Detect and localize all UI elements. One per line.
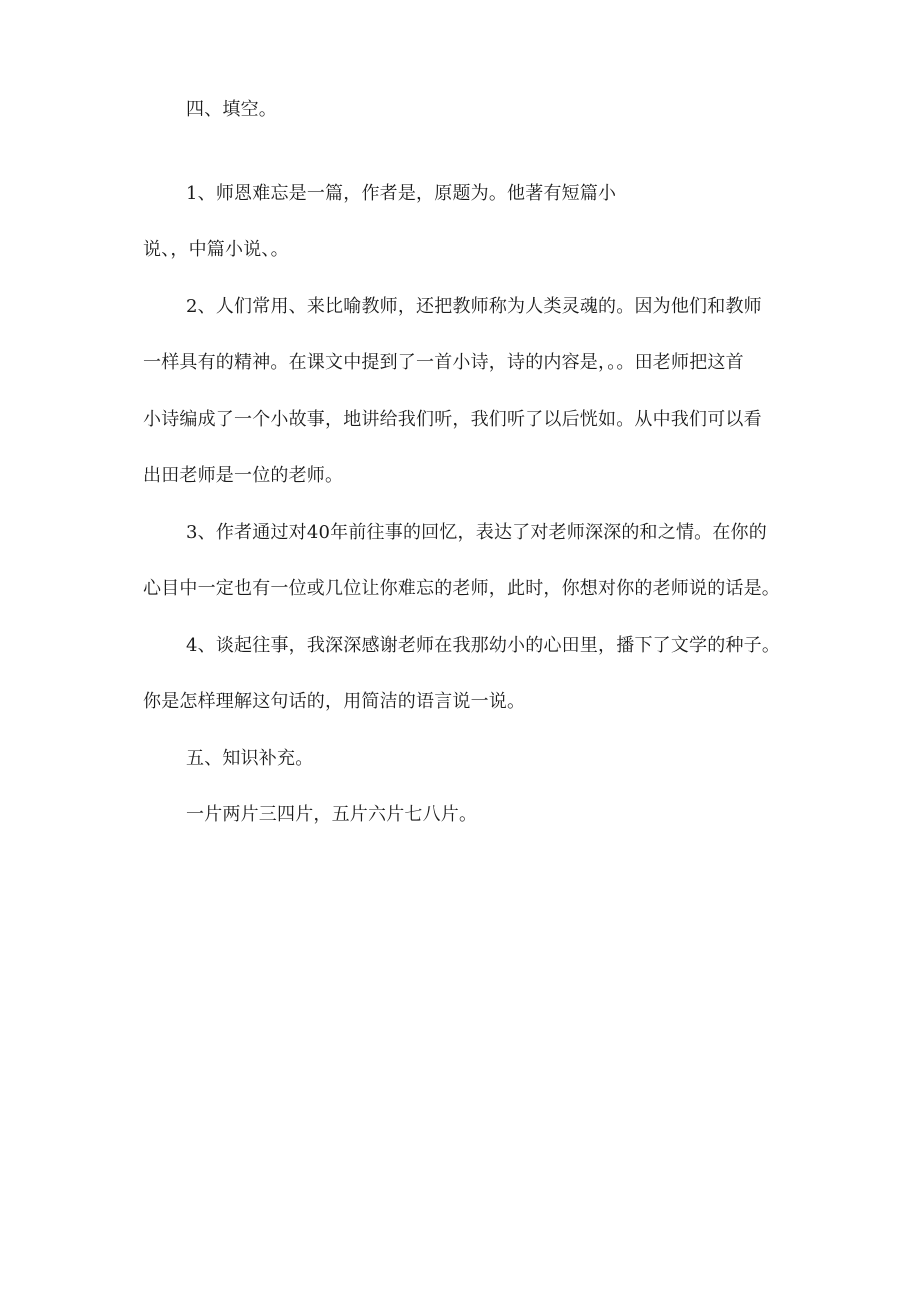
question-2-line-1: 2、人们常用、来比喻教师，还把教师称为人类灵魂的。因为他们和教师 (186, 296, 762, 317)
question-4-line-2: 你是怎样理解这句话的，用简洁的语言说一说。 (143, 691, 526, 712)
question-4-line-1: 4、谈起往事，我深深感谢老师在我那幼小的心田里，播下了文学的种子。 (186, 635, 781, 656)
question-2-line-4: 出田老师是一位的老师。 (143, 465, 344, 486)
section-4-heading: 四、填空。 (186, 99, 277, 120)
question-1-line-2: 说、，中篇小说、。 (143, 239, 289, 260)
question-2-line-2: 一样具有的精神。在课文中提到了一首小诗，诗的内容是，。。田老师把这首 (143, 352, 744, 373)
question-2-line-3: 小诗编成了一个小故事，地讲给我们听，我们听了以后恍如。从中我们可以看 (143, 409, 762, 430)
poem-line: 一片两片三四片，五片六片七八片。 (186, 804, 478, 825)
question-3-line-1: 3、作者通过对40年前往事的回忆，表达了对老师深深的和之情。在你的 (186, 522, 767, 543)
question-1-line-1: 1、师恩难忘是一篇，作者是，原题为。他著有短篇小 (186, 183, 617, 204)
section-5-heading: 五、知识补充。 (186, 748, 314, 769)
question-3-line-2: 心目中一定也有一位或几位让你难忘的老师，此时，你想对你的老师说的话是。 (143, 578, 780, 599)
